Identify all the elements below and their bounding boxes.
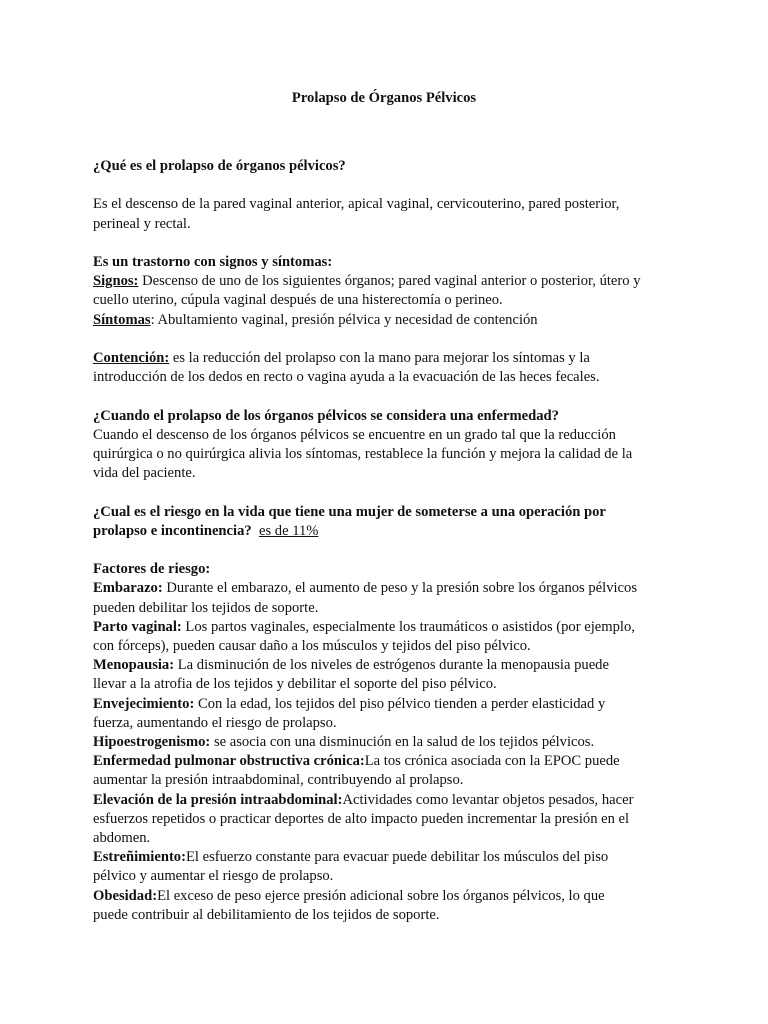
definition-line: perineal y rectal. [93,215,191,232]
question-heading [93,522,693,541]
risk-factor-label: Hipoestrogenismo: [93,734,211,750]
question-text: ¿Cuando el prolapso de los órganos pélvicos se considera una enfermedad? [93,407,559,424]
risk-factor-line: pélvico y aumentar el riesgo de prolapso. [93,868,334,885]
risk-factor-text: Actividades como levantar objetos pesados, hacer [342,791,634,808]
section-heading-text: Factores de riesgo: [93,561,211,578]
signos-line [93,272,693,291]
risk-factor-line [93,579,693,598]
question-heading [93,503,693,522]
risk-factor-label: Envejecimiento: [93,695,195,712]
risk-factor-label: Menopausia: [93,657,175,674]
signos-text: Descenso de uno de los siguientes órganos; pared vaginal anterior o posterior, útero y [138,273,641,290]
sintomas-text: : Abultamiento vaginal, presión pélvica y necesidad de contención [150,311,538,328]
contencion-label: Contención: [93,349,170,366]
risk-factor-label: Estreñimiento: [93,849,186,866]
risk-factor-text: La disminución de los niveles de estrógenos durante la menopausia puede [174,657,609,674]
risk-factor-text: Los partos vaginales, especialmente los traumáticos o asistidos (por ejemplo, [181,618,635,635]
risk-factor-line [93,887,693,906]
risk-factor-line [93,733,693,752]
risk-factor-line: llevar a la atrofia de los tejidos y debilitar el soporte del piso pélvico. [93,676,497,693]
risk-factor-label: Obesidad: [93,887,158,904]
risk-answer: es de 11% [258,522,319,539]
risk-factor-line [93,752,693,771]
risk-factor-line [93,848,693,867]
risk-factor-label: Enfermedad pulmonar obstructiva crónica: [93,753,365,770]
risk-factor-line: con fórceps), pueden causar daño a los músculos y tejidos del piso pélvico. [93,637,531,654]
question-text: ¿Cual es el riesgo en la vida que tiene una mujer de someterse a una operación por [93,503,606,520]
risk-factor-line: pueden debilitar los tejidos de soporte. [93,599,319,616]
answer-line: quirúrgica o no quirúrgica alivia los síntomas, restablece la función y mejora la calidad de la [93,445,633,462]
risk-factor-line: puede contribuir al debilitamiento de los tejidos de soporte. [93,906,440,923]
contencion-line: introducción de los dedos en recto o vagina ayuda a la evacuación de las heces fecales. [93,369,600,386]
risk-factor-line: esfuerzos repetidos o practicar deportes de alto impacto pueden incrementar la presión en el [93,810,630,827]
risk-factor-line [93,656,693,675]
question-text: prolapso e incontinencia? [93,522,252,539]
risk-factor-line [93,791,693,810]
risk-factor-line [93,695,693,714]
risk-factor-line: fuerza, aumentando el riesgo de prolapso. [93,714,337,731]
risk-factor-text: se asocia con una disminución en la salud de los tejidos pélvicos. [210,734,595,750]
section-heading [93,560,693,579]
sintomas-line [93,311,693,330]
document-title: Prolapso de Órganos Pélvicos [291,90,477,106]
question-heading [93,407,693,426]
risk-factor-label: Elevación de la presión intraabdominal: [93,791,343,808]
risk-factor-text: El exceso de peso ejerce presión adicional sobre los órganos pélvicos, lo que [157,887,605,904]
question-heading [93,157,693,176]
definition-line: Es el descenso de la pared vaginal anterior, apical vaginal, cervicouterino, pared posterior, [93,196,620,213]
sintomas-label: Síntomas [93,311,151,328]
signos-label: Signos: [93,273,139,290]
document-body [93,157,693,925]
risk-factor-line [93,618,693,637]
contencion-line [93,349,693,368]
risk-factor-text: El esfuerzo constante para evacuar puede debilitar los músculos del piso [185,849,609,866]
signos-line: cuello uterino, cúpula vaginal después de una histerectomía o perineo. [93,292,503,309]
risk-factor-label: Embarazo: [93,580,163,597]
risk-factor-text: La tos crónica asociada con la EPOC puede [364,753,620,770]
answer-line: vida del paciente. [93,465,196,482]
risk-factor-line: aumentar la presión intraabdominal, contribuyendo al prolapso. [93,772,464,789]
risk-factor-label: Parto vaginal: [93,618,182,635]
answer-line: Cuando el descenso de los órganos pélvicos se encuentre en un grado tal que la reducción [93,426,616,443]
contencion-text: es la reducción del prolapso con la mano para mejorar los síntomas y la [169,349,590,366]
risk-factor-text: Durante el embarazo, el aumento de peso y la presión sobre los órganos pélvicos [162,580,638,597]
risk-factor-line: abdomen. [93,830,151,847]
section-heading-text: Es un trastorno con signos y síntomas: [93,253,333,270]
section-heading [93,253,693,272]
risk-factor-text: Con la edad, los tejidos del piso pélvico tienden a perder elasticidad y [194,695,606,712]
question-text: ¿Qué es el prolapso de órganos pélvicos? [93,158,346,174]
